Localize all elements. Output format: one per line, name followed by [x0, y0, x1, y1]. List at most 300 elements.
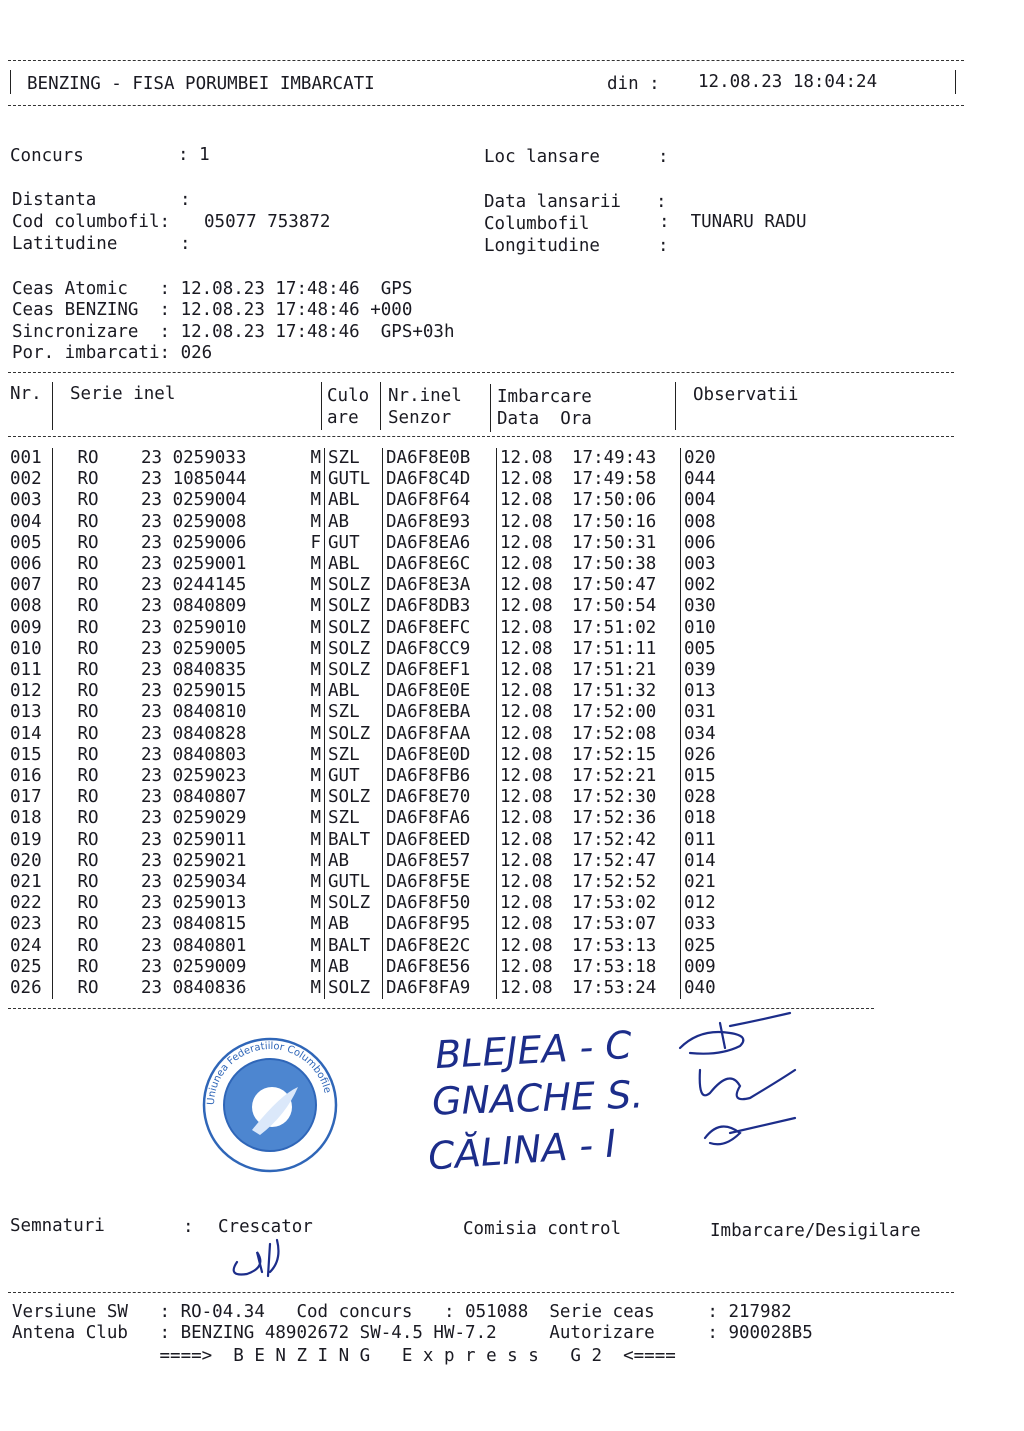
row-ora: 17:50:31: [572, 532, 657, 553]
row-data: 12.08: [497, 724, 573, 745]
row-culoare: SZL: [325, 448, 383, 469]
row-country: RO: [53, 533, 124, 554]
row-observatii: 013: [681, 681, 716, 702]
row-ora: 17:50:47: [572, 575, 657, 596]
row-observatii: 018: [681, 808, 716, 829]
row-observatii: 044: [681, 469, 716, 490]
table-row: [10, 618, 716, 639]
row-ora: 17:52:21: [572, 766, 657, 787]
row-sex: M: [310, 956, 321, 977]
row-country: RO: [53, 957, 124, 978]
row-data: 12.08: [497, 596, 573, 617]
row-observatii: 006: [681, 533, 716, 554]
col-header-data-ora: Data Ora: [497, 409, 592, 429]
row-serie: 23 0259029: [141, 808, 247, 829]
header-din-value: 12.08.23 18:04:24: [698, 72, 878, 92]
concurs-label: Concurs: [10, 146, 84, 166]
table-row: [10, 681, 716, 702]
row-culoare: SOLZ: [325, 978, 383, 999]
row-culoare: SOLZ: [325, 893, 383, 914]
por-imbarcati-line: Por. imbarcati: 026: [12, 343, 213, 363]
row-ora: 17:52:47: [572, 850, 657, 871]
row-culoare: GUT: [325, 533, 383, 554]
row-country: RO: [53, 936, 124, 957]
table-row: [10, 787, 716, 808]
row-nr: 020: [10, 850, 42, 871]
row-ora: 17:51:02: [572, 617, 657, 638]
table-row: [10, 575, 716, 596]
row-observatii: 030: [681, 596, 716, 617]
row-data: 12.08: [497, 745, 573, 766]
row-ora: 17:53:13: [572, 935, 657, 956]
row-sex: M: [310, 766, 321, 787]
row-culoare: SOLZ: [325, 787, 383, 808]
row-culoare: AB: [325, 851, 383, 872]
col-header-are: are: [327, 408, 359, 428]
row-serie: 23 0244145: [141, 575, 247, 596]
row-observatii: 002: [681, 575, 716, 596]
row-senzor: DA6F8E2C: [383, 936, 497, 957]
row-sex: M: [310, 829, 321, 850]
row-nr: 024: [10, 935, 42, 956]
document-title: BENZING - FISA PORUMBEI IMBARCATI: [27, 74, 375, 94]
row-country: RO: [53, 681, 124, 702]
row-data: 12.08: [497, 766, 573, 787]
row-ora: 17:49:43: [572, 448, 657, 468]
row-nr: 019: [10, 829, 42, 850]
row-sex: M: [310, 617, 321, 638]
row-senzor: DA6F8F5E: [383, 872, 497, 893]
row-senzor: DA6F8E0D: [383, 745, 497, 766]
row-data: 12.08: [497, 957, 573, 978]
loc-lansare-label: Loc lansare: [484, 147, 600, 167]
row-country: RO: [53, 978, 124, 999]
row-serie: 23 0840835: [141, 660, 247, 681]
row-ora: 17:51:11: [572, 638, 657, 659]
row-culoare: SOLZ: [325, 596, 383, 617]
row-serie: 23 0840815: [141, 914, 247, 935]
table-header-rule: [8, 436, 954, 437]
row-serie: 23 0840836: [141, 978, 247, 999]
row-ora: 17:52:30: [572, 787, 657, 808]
row-senzor: DA6F8EED: [383, 830, 497, 851]
table-row: [10, 851, 716, 872]
handwritten-initials: [670, 1008, 810, 1158]
row-ora: 17:49:58: [572, 469, 657, 490]
row-culoare: SZL: [325, 745, 383, 766]
row-nr: 018: [10, 808, 42, 829]
row-culoare: AB: [325, 512, 383, 533]
concurs-value: : 1: [178, 145, 210, 165]
row-country: RO: [53, 830, 124, 851]
row-data: 12.08: [497, 554, 573, 575]
row-sex: M: [310, 872, 321, 893]
row-country: RO: [53, 851, 124, 872]
row-nr: 009: [10, 617, 42, 638]
row-observatii: 021: [681, 872, 716, 893]
columbofil-label: Columbofil: [484, 214, 590, 234]
col-header-culo: Culo: [327, 386, 370, 406]
row-senzor: DA6F8E70: [383, 787, 497, 808]
semnaturi-colon: :: [183, 1217, 194, 1237]
row-culoare: ABL: [325, 554, 383, 575]
row-data: 12.08: [497, 533, 573, 554]
row-serie: 23 0259034: [141, 872, 247, 893]
loc-lansare-value: :: [658, 147, 669, 167]
pigeon-table: [10, 448, 716, 999]
row-ora: 17:52:52: [572, 872, 657, 893]
table-row: [10, 808, 716, 829]
row-data: 12.08: [497, 978, 573, 999]
table-row: [10, 533, 716, 554]
row-observatii: 008: [681, 512, 716, 533]
crescator-label: Crescator: [218, 1217, 313, 1237]
row-nr: 013: [10, 702, 42, 723]
header-divider-5: [675, 382, 676, 430]
row-culoare: SOLZ: [325, 724, 383, 745]
header-divider-3: [380, 382, 381, 430]
row-senzor: DA6F8F50: [383, 893, 497, 914]
row-sex: M: [310, 978, 321, 999]
row-culoare: AB: [325, 914, 383, 935]
row-serie: 23 0840810: [141, 702, 247, 723]
row-country: RO: [53, 660, 124, 681]
table-row: [10, 745, 716, 766]
row-culoare: GUTL: [325, 872, 383, 893]
row-observatii: 015: [681, 766, 716, 787]
row-data: 12.08: [497, 787, 573, 808]
row-nr: 007: [10, 575, 42, 596]
row-sex: M: [310, 893, 321, 914]
row-serie: 23 0259008: [141, 511, 247, 532]
row-serie: 23 0259009: [141, 956, 247, 977]
row-culoare: SOLZ: [325, 660, 383, 681]
table-row: [10, 639, 716, 660]
row-nr: 005: [10, 532, 42, 553]
latitudine-value: :: [180, 234, 191, 254]
data-lansarii-value: :: [656, 192, 667, 212]
row-ora: 17:52:36: [572, 808, 657, 829]
initial-mark-1b: [720, 1013, 790, 1048]
header-left-bar: [10, 70, 11, 94]
row-observatii: 010: [681, 618, 716, 639]
row-observatii: 026: [681, 745, 716, 766]
row-senzor: DA6F8E0B: [383, 448, 497, 469]
pigeon-table-body: [10, 448, 716, 999]
ceas-benzing-line: Ceas BENZING : 12.08.23 17:48:46 +000: [12, 300, 413, 320]
row-nr: 003: [10, 490, 42, 511]
row-country: RO: [53, 639, 124, 660]
row-sex: M: [310, 511, 321, 532]
row-country: RO: [53, 512, 124, 533]
row-culoare: SZL: [325, 808, 383, 829]
table-row: [10, 702, 716, 723]
row-senzor: DA6F8EBA: [383, 702, 497, 723]
row-culoare: SOLZ: [325, 618, 383, 639]
row-senzor: DA6F8C4D: [383, 469, 497, 490]
row-senzor: DA6F8DB3: [383, 596, 497, 617]
footer-top-rule: [8, 1292, 954, 1293]
row-senzor: DA6F8F95: [383, 914, 497, 935]
stamp-text: Uniunea Federatiilor Columbofile: [205, 1040, 333, 1106]
row-culoare: GUTL: [325, 469, 383, 490]
row-culoare: ABL: [325, 490, 383, 511]
row-serie: 23 0259010: [141, 617, 247, 638]
crescator-signature: [222, 1232, 312, 1282]
footer-antena-line: Antena Club : BENZING 48902672 SW-4.5 HW-7.2 Autorizare : 900028B5: [12, 1323, 813, 1343]
handwritten-name-1: BLEJEA - C: [433, 1022, 633, 1078]
row-sex: M: [310, 787, 321, 808]
longitudine-value: :: [658, 236, 669, 256]
row-data: 12.08: [497, 872, 573, 893]
row-sex: M: [310, 914, 321, 935]
table-row: [10, 469, 716, 490]
longitudine-label: Longitudine: [484, 236, 600, 256]
row-serie: 23 0259005: [141, 638, 247, 659]
row-serie: 23 0259011: [141, 829, 247, 850]
col-header-nr: Nr.: [10, 384, 42, 404]
footer-version-line: Versiune SW : RO-04.34 Cod concurs : 051088 Serie ceas : 217982: [12, 1302, 792, 1322]
data-lansarii-label: Data lansarii: [484, 192, 621, 212]
initial-mark-1: [680, 1032, 743, 1054]
row-observatii: 012: [681, 893, 716, 914]
row-senzor: DA6F8EFC: [383, 618, 497, 639]
row-sex: M: [310, 850, 321, 871]
row-sex: M: [310, 681, 321, 702]
row-senzor: DA6F8FA9: [383, 978, 497, 999]
row-data: 12.08: [497, 490, 573, 511]
row-data: 12.08: [497, 893, 573, 914]
row-nr: 015: [10, 744, 42, 765]
table-row: [10, 893, 716, 914]
handwritten-name-2: GNACHE S.: [431, 1072, 644, 1124]
row-data: 12.08: [497, 469, 573, 490]
table-row: [10, 978, 716, 999]
table-top-rule: [8, 372, 954, 373]
row-observatii: 009: [681, 957, 716, 978]
table-row: [10, 554, 716, 575]
row-ora: 17:52:00: [572, 702, 657, 723]
row-sex: M: [310, 575, 321, 596]
row-data: 12.08: [497, 936, 573, 957]
row-serie: 23 0259015: [141, 681, 247, 702]
initial-mark-2: [700, 1070, 795, 1099]
row-sex: M: [310, 490, 321, 511]
row-country: RO: [53, 724, 124, 745]
table-row: [10, 660, 716, 681]
table-row: [10, 914, 716, 935]
distanta-label: Distanta: [12, 190, 97, 210]
distanta-value: :: [180, 190, 191, 210]
row-serie: 23 0259006: [141, 532, 247, 553]
latitudine-label: Latitudine: [12, 234, 118, 254]
ceas-atomic-line: Ceas Atomic : 12.08.23 17:48:46 GPS: [12, 279, 413, 299]
table-row: [10, 724, 716, 745]
row-serie: 23 0259013: [141, 893, 247, 914]
table-row: [10, 830, 716, 851]
row-serie: 23 1085044: [141, 469, 247, 490]
row-ora: 17:53:24: [572, 978, 657, 999]
row-observatii: 004: [681, 490, 716, 511]
row-serie: 23 0259023: [141, 766, 247, 787]
row-data: 12.08: [497, 448, 573, 469]
row-ora: 17:52:08: [572, 723, 657, 744]
row-data: 12.08: [497, 575, 573, 596]
row-serie: 23 0840801: [141, 935, 247, 956]
row-sex: M: [310, 596, 321, 617]
row-country: RO: [53, 596, 124, 617]
row-serie: 23 0840803: [141, 744, 247, 765]
row-country: RO: [53, 702, 124, 723]
row-sex: M: [310, 448, 321, 468]
footer-brand-line: ====> B E N Z I N G E x p r e s s G 2 <====: [12, 1346, 676, 1366]
row-culoare: SZL: [325, 702, 383, 723]
table-row: [10, 766, 716, 787]
row-senzor: DA6F8FAA: [383, 724, 497, 745]
row-country: RO: [53, 808, 124, 829]
row-observatii: 033: [681, 914, 716, 935]
row-serie: 23 0259033: [141, 448, 247, 468]
row-culoare: SOLZ: [325, 575, 383, 596]
row-ora: 17:53:02: [572, 893, 657, 914]
row-country: RO: [53, 787, 124, 808]
row-ora: 17:53:18: [572, 956, 657, 977]
row-nr: 004: [10, 511, 42, 532]
row-observatii: 003: [681, 554, 716, 575]
table-row: [10, 936, 716, 957]
header-right-bar: [955, 70, 956, 94]
row-serie: 23 0840809: [141, 596, 247, 617]
row-observatii: 020: [681, 448, 716, 469]
cod-columbofil-label: Cod columbofil:: [12, 212, 171, 232]
row-sex: M: [310, 638, 321, 659]
row-senzor: DA6F8E6C: [383, 554, 497, 575]
row-sex: M: [310, 660, 321, 681]
header-bottom-rule: [8, 105, 964, 106]
row-observatii: 011: [681, 830, 716, 851]
col-header-serie: Serie inel: [70, 384, 176, 404]
row-data: 12.08: [497, 808, 573, 829]
club-stamp: [200, 1035, 340, 1175]
row-ora: 17:50:06: [572, 490, 657, 511]
semnaturi-label: Semnaturi: [10, 1216, 105, 1236]
row-nr: 012: [10, 681, 42, 702]
row-country: RO: [53, 618, 124, 639]
row-nr: 002: [10, 469, 42, 490]
header-divider-1: [52, 382, 53, 430]
row-country: RO: [53, 893, 124, 914]
row-senzor: DA6F8CC9: [383, 639, 497, 660]
row-observatii: 028: [681, 787, 716, 808]
row-senzor: DA6F8E57: [383, 851, 497, 872]
initial-mark-3: [705, 1118, 795, 1144]
row-ora: 17:50:16: [572, 511, 657, 532]
header-divider-2: [321, 382, 322, 430]
row-senzor: DA6F8E3A: [383, 575, 497, 596]
row-data: 12.08: [497, 639, 573, 660]
row-observatii: 005: [681, 639, 716, 660]
row-senzor: DA6F8E56: [383, 957, 497, 978]
cod-columbofil-value: 05077 753872: [204, 212, 331, 232]
comisia-control-label: Comisia control: [463, 1219, 622, 1239]
row-observatii: 034: [681, 724, 716, 745]
row-observatii: 040: [681, 978, 716, 999]
row-nr: 021: [10, 872, 42, 893]
row-nr: 011: [10, 660, 42, 681]
handwritten-name-3: CĂLINA - I: [426, 1121, 618, 1179]
row-data: 12.08: [497, 914, 573, 935]
row-nr: 006: [10, 554, 42, 575]
row-senzor: DA6F8F64: [383, 490, 497, 511]
row-data: 12.08: [497, 830, 573, 851]
table-row: [10, 872, 716, 893]
row-data: 12.08: [497, 681, 573, 702]
row-senzor: DA6F8EF1: [383, 660, 497, 681]
row-sex: M: [310, 723, 321, 744]
row-culoare: BALT: [325, 830, 383, 851]
row-ora: 17:50:54: [572, 596, 657, 617]
row-sex: M: [310, 808, 321, 829]
row-ora: 17:52:42: [572, 829, 657, 850]
row-sex: M: [310, 702, 321, 723]
table-row: [10, 448, 716, 469]
row-nr: 026: [10, 978, 42, 999]
row-sex: M: [310, 469, 321, 490]
row-senzor: DA6F8E0E: [383, 681, 497, 702]
row-nr: 023: [10, 914, 42, 935]
table-row: [10, 512, 716, 533]
row-nr: 010: [10, 638, 42, 659]
table-row: [10, 957, 716, 978]
row-ora: 17:51:21: [572, 660, 657, 681]
row-observatii: 031: [681, 702, 716, 723]
sincronizare-line: Sincronizare : 12.08.23 17:48:46 GPS+03h: [12, 322, 455, 342]
row-nr: 022: [10, 893, 42, 914]
header-top-rule: [8, 60, 964, 61]
row-serie: 23 0259021: [141, 850, 247, 871]
row-culoare: AB: [325, 957, 383, 978]
row-culoare: ABL: [325, 681, 383, 702]
row-country: RO: [53, 490, 124, 511]
col-header-nrinel: Nr.inel: [388, 386, 462, 406]
row-nr: 025: [10, 956, 42, 977]
row-country: RO: [53, 469, 124, 490]
col-header-senzor: Senzor: [388, 408, 452, 428]
row-ora: 17:52:15: [572, 744, 657, 765]
row-senzor: DA6F8EA6: [383, 533, 497, 554]
row-nr: 001: [10, 448, 42, 468]
row-culoare: BALT: [325, 936, 383, 957]
header-din-label: din :: [607, 74, 660, 94]
col-header-observatii: Observatii: [693, 385, 799, 405]
row-nr: 016: [10, 766, 42, 787]
row-serie: 23 0840807: [141, 787, 247, 808]
columbofil-value: : TUNARU RADU: [659, 212, 807, 232]
row-ora: 17:51:32: [572, 681, 657, 702]
row-country: RO: [53, 575, 124, 596]
row-country: RO: [53, 766, 124, 787]
row-sex: M: [310, 935, 321, 956]
row-data: 12.08: [497, 702, 573, 723]
row-data: 12.08: [497, 512, 573, 533]
row-data: 12.08: [497, 618, 573, 639]
row-observatii: 025: [681, 936, 716, 957]
row-serie: 23 0259004: [141, 490, 247, 511]
imbarcare-desigilare-label: Imbarcare/Desigilare: [710, 1221, 921, 1241]
row-senzor: DA6F8FB6: [383, 766, 497, 787]
row-nr: 017: [10, 787, 42, 808]
row-country: RO: [53, 872, 124, 893]
